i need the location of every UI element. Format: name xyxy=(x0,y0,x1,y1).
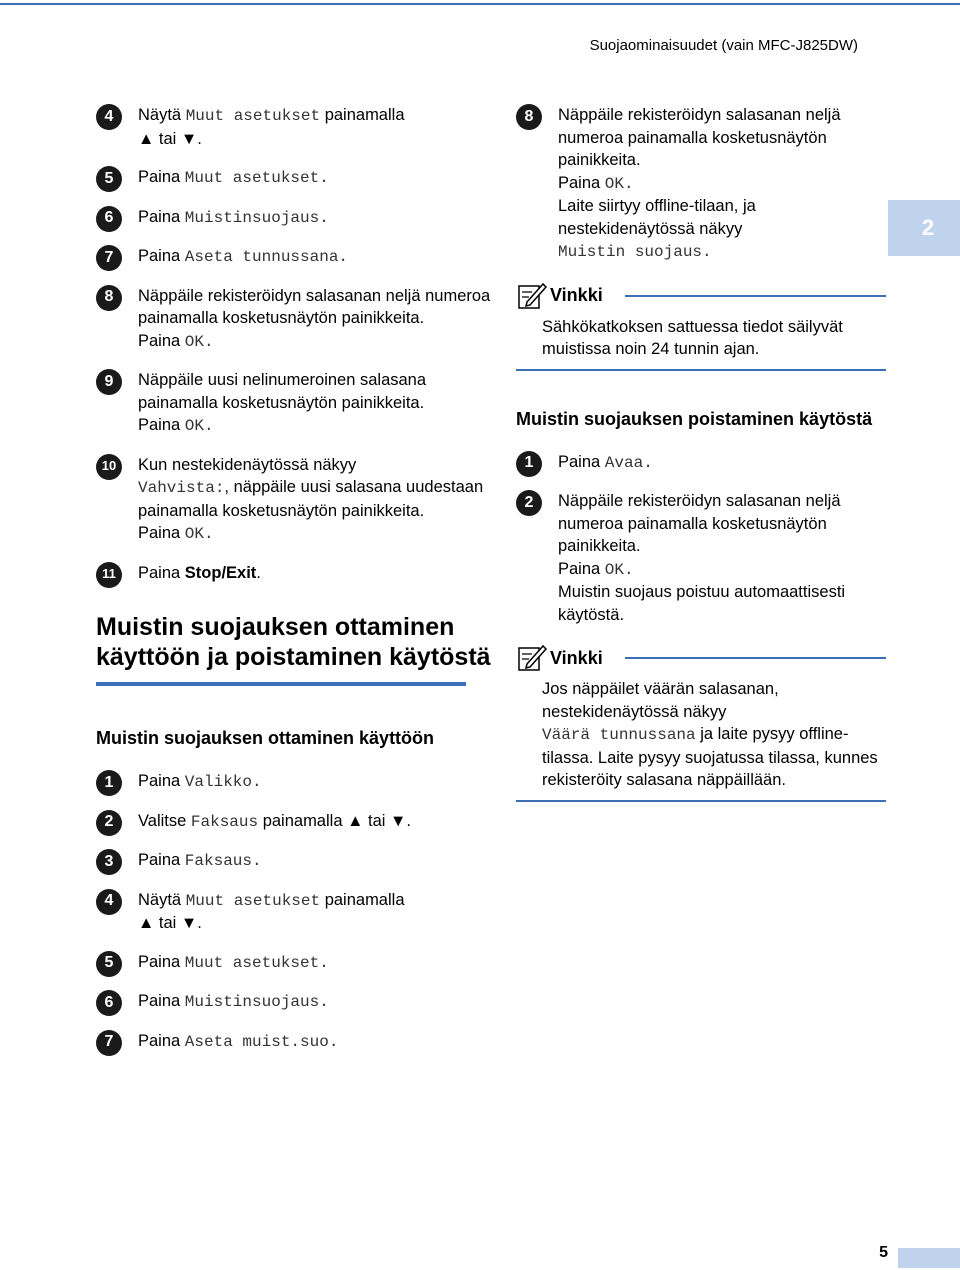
note-rule xyxy=(625,657,886,659)
lcd-text: OK. xyxy=(604,174,634,193)
note-bottom-rule xyxy=(516,800,886,802)
note-box xyxy=(516,280,886,371)
note-header xyxy=(516,642,886,674)
note-rule xyxy=(625,295,886,297)
running-header: Suojaominaisuudet (vain MFC-J825DW) xyxy=(589,37,858,54)
step-number: 8 xyxy=(96,285,122,311)
step-8-right xyxy=(516,104,886,264)
step-number: 3 xyxy=(96,849,122,875)
step-text: Näytä xyxy=(138,106,186,124)
step-text: painamalla xyxy=(320,106,405,124)
note-pencil-icon xyxy=(516,280,548,312)
step-text: Paina xyxy=(138,563,185,582)
step-number: 4 xyxy=(96,104,122,130)
step-5b xyxy=(96,951,496,975)
step-text: painamalla ▲ tai ▼. xyxy=(258,811,411,830)
step-text: Paina xyxy=(138,992,185,1010)
step-4 xyxy=(96,104,496,150)
section-title: Muistin suojauksen ottaminen käyttöön ja poistaminen käytöstä xyxy=(96,613,491,671)
step-number: 2 xyxy=(516,490,542,516)
step-10 xyxy=(96,454,496,546)
note-box xyxy=(516,642,886,802)
step-2-right xyxy=(516,490,886,626)
step-text: Paina xyxy=(558,559,605,578)
step-number: 2 xyxy=(96,810,122,836)
step-9 xyxy=(96,369,496,438)
step-number: 7 xyxy=(96,245,122,271)
step-6b xyxy=(96,990,496,1014)
lcd-text: OK. xyxy=(184,332,214,351)
step-text: Näppäile rekisteröidyn salasanan neljä numeroa painamalla kosketusnäytön painikkeita. xyxy=(558,492,841,555)
lcd-text: Muut asetukset xyxy=(185,891,321,910)
step-text: Näytä xyxy=(138,890,186,909)
note-body xyxy=(516,678,886,800)
note-text: ja laite pysyy offline-tilassa. Laite pysyy suojatussa tilassa, kunnes rekisteröity salasana näppäillään. xyxy=(542,725,878,789)
step-text: Kun nestekidenäytössä näkyy xyxy=(138,455,357,474)
step-text: Paina xyxy=(138,168,185,186)
step-number: 6 xyxy=(96,990,122,1016)
left-column xyxy=(96,104,496,1069)
arrow-keys-text: ▲ tai ▼. xyxy=(138,914,202,932)
note-body: Sähkökatkoksen sattuessa tiedot säilyvät muistissa noin 24 tunnin ajan. xyxy=(542,317,843,358)
lcd-text: Aseta tunnussana. xyxy=(184,248,349,266)
step-1 xyxy=(96,770,496,794)
lcd-text: Väärä tunnussana xyxy=(542,726,696,744)
step-8 xyxy=(96,285,496,354)
step-number: 5 xyxy=(96,951,122,977)
lcd-text: Vahvista: xyxy=(138,479,225,497)
step-text: Valitse xyxy=(138,811,191,830)
lcd-text: Muut asetukset. xyxy=(184,953,329,972)
step-text: Paina xyxy=(558,452,605,471)
section-title-rule xyxy=(96,682,466,686)
step-text: Laite siirtyy offline-tilaan, ja nestekidenäytössä näkyy xyxy=(558,197,756,238)
step-text: Paina xyxy=(558,173,605,192)
step-text: Paina xyxy=(138,952,185,971)
step-text: Paina xyxy=(138,416,185,434)
step-number: 11 xyxy=(96,562,122,588)
step-text: Näppäile rekisteröidyn salasanan neljä numeroa painamalla kosketusnäytön painikkeita. xyxy=(558,106,841,169)
lcd-text: OK. xyxy=(184,417,214,435)
step-text: Paina xyxy=(138,247,185,265)
lcd-text: Muistinsuojaus. xyxy=(184,208,329,227)
step-4b xyxy=(96,889,496,935)
subsection-title: Muistin suojauksen ottaminen käyttöön xyxy=(96,728,435,748)
step-text: Muistin suojaus poistuu automaattisesti käytöstä. xyxy=(558,583,846,624)
step-text: Paina xyxy=(138,772,185,790)
step-text: Paina xyxy=(138,524,185,542)
key-name: Stop/Exit xyxy=(184,563,257,582)
step-7b xyxy=(96,1030,496,1054)
lcd-text: OK. xyxy=(604,560,634,579)
step-text: Näppäile uusi nelinumeroinen salasana painamalla kosketusnäytön painikkeita. xyxy=(138,371,427,412)
note-header xyxy=(516,280,886,312)
lcd-text: Muistin suojaus. xyxy=(558,243,712,261)
step-text: painamalla xyxy=(320,890,405,909)
note-text: Jos näppäilet väärän salasanan, nestekidenäytössä näkyy xyxy=(542,680,779,721)
step-number: 10 xyxy=(96,454,122,480)
step-number: 6 xyxy=(96,206,122,232)
step-text: Näppäile rekisteröidyn salasanan neljä numeroa painamalla kosketusnäytön painikkeita. xyxy=(138,286,491,327)
right-column xyxy=(516,104,886,828)
step-7 xyxy=(96,245,496,269)
lcd-text: Faksaus. xyxy=(184,852,262,870)
lcd-text: Muut asetukset xyxy=(185,107,321,125)
step-text: , näppäile uusi salasana uudestaan painamalla kosketusnäytön painikkeita. xyxy=(138,478,484,520)
note-bottom-rule xyxy=(516,369,886,371)
lcd-text: Avaa. xyxy=(604,453,653,472)
step-number: 1 xyxy=(516,451,542,477)
note-title: Vinkki xyxy=(550,285,603,305)
page-tab xyxy=(898,1248,960,1268)
step-number: 1 xyxy=(96,770,122,796)
step-text: Paina xyxy=(138,207,185,226)
step-text: Paina xyxy=(138,1031,185,1050)
step-11 xyxy=(96,562,496,585)
step-1-right xyxy=(516,451,886,475)
lcd-text: OK. xyxy=(184,525,214,543)
lcd-text: Muut asetukset. xyxy=(184,169,329,187)
step-text: . xyxy=(256,563,261,582)
step-text: Paina xyxy=(138,851,185,869)
lcd-text: Faksaus xyxy=(190,812,259,831)
step-number: 5 xyxy=(96,166,122,192)
note-pencil-icon xyxy=(516,642,548,674)
lcd-text: Muistinsuojaus. xyxy=(184,993,329,1011)
step-5 xyxy=(96,166,496,190)
note-title: Vinkki xyxy=(550,647,603,668)
step-number: 4 xyxy=(96,889,122,915)
step-3 xyxy=(96,849,496,873)
lcd-text: Valikko. xyxy=(184,773,262,791)
step-number: 7 xyxy=(96,1030,122,1056)
step-text: Paina xyxy=(138,331,185,350)
step-6 xyxy=(96,206,496,230)
arrow-keys-text: ▲ tai ▼. xyxy=(138,129,202,148)
step-number: 9 xyxy=(96,369,122,395)
top-rule xyxy=(0,3,960,5)
chapter-tab: 2 xyxy=(888,200,960,256)
subsection-title: Muistin suojauksen poistaminen käytöstä xyxy=(516,408,873,429)
page-number: 5 xyxy=(879,1244,888,1261)
step-number: 8 xyxy=(516,104,542,130)
step-2 xyxy=(96,810,496,834)
lcd-text: Aseta muist.suo. xyxy=(184,1032,339,1051)
